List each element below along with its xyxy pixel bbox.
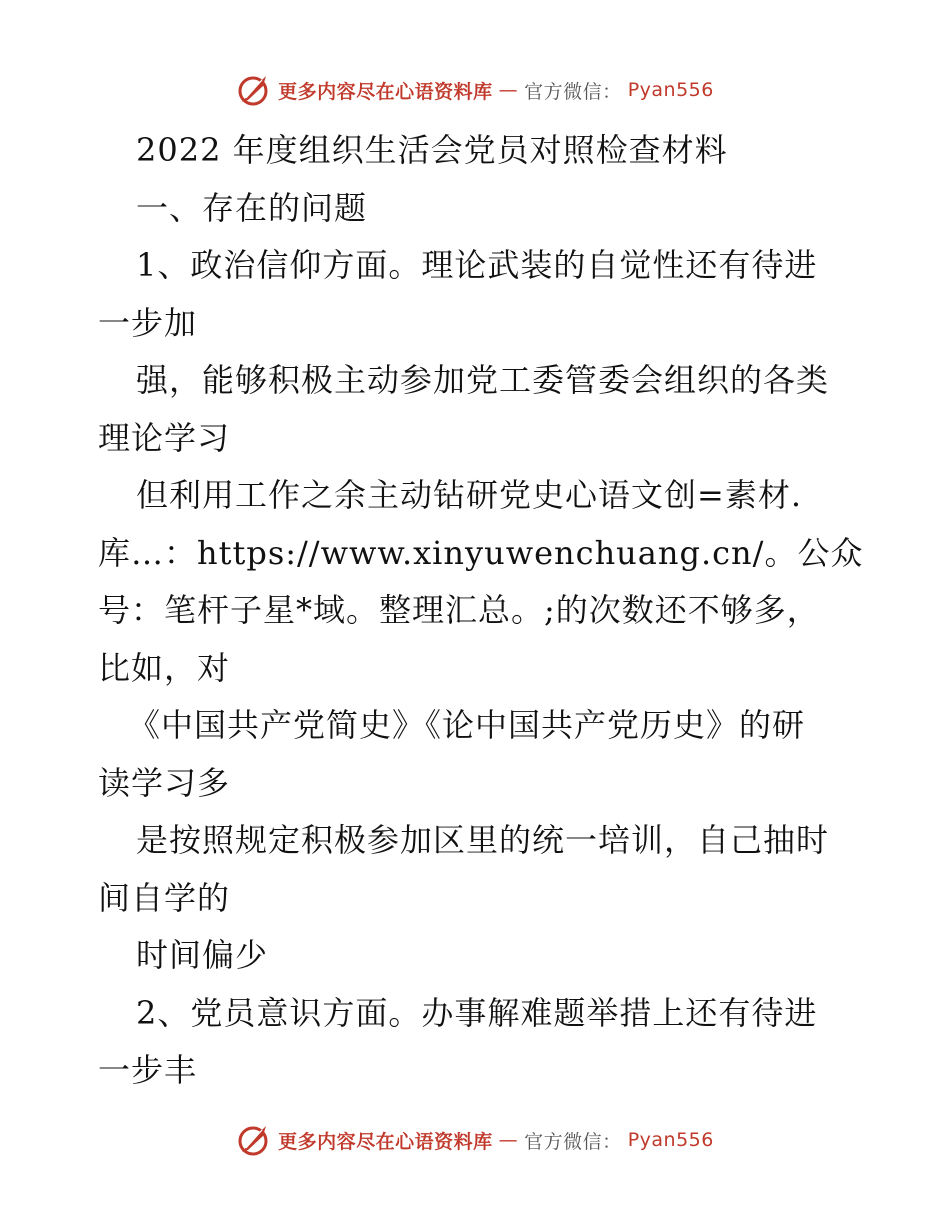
watermark-wechat-label: 官方微信： bbox=[524, 1130, 622, 1153]
document-body bbox=[98, 122, 864, 1100]
paragraph-line: 1、政治信仰方面。理论武装的自觉性还有待进 bbox=[136, 246, 818, 284]
paragraph-line: 一步丰 bbox=[98, 1051, 198, 1089]
document-title: 2022 年度组织生活会党员对照检查材料 bbox=[136, 131, 728, 169]
paragraph-line: 库…：https://www.xinyuwenchuang.cn/。公众 bbox=[98, 533, 864, 572]
watermark-wechat-id: Pyan556 bbox=[627, 79, 714, 101]
paragraph-line: 比如，对 bbox=[98, 648, 231, 687]
paragraph-line: 是按照规定积极参加区里的统一培训，自己抽时 bbox=[136, 821, 830, 859]
watermark-main-text: 更多内容尽在心语资料库 bbox=[278, 1130, 493, 1153]
watermark-main-text: 更多内容尽在心语资料库 bbox=[278, 80, 493, 103]
watermark-wechat-id: Pyan556 bbox=[627, 1129, 714, 1151]
paragraph-line: 《中国共产党简史》《论中国共产党历史》的研 bbox=[128, 706, 806, 744]
paragraph-line: 2、党员意识方面。办事解难题举措上还有待进 bbox=[136, 993, 818, 1032]
watermark-header bbox=[0, 70, 950, 110]
section-heading: 一、存在的问题 bbox=[136, 188, 368, 227]
quill-pen-logo-icon bbox=[236, 72, 272, 108]
paragraph-line: 号：笔杆子星*域。整理汇总。;的次数还不够多， bbox=[98, 591, 820, 629]
watermark-wechat-label: 官方微信： bbox=[524, 80, 622, 103]
paragraph-line: 强，能够积极主动参加党工委管委会组织的各类 bbox=[136, 361, 830, 399]
watermark-footer bbox=[0, 1120, 950, 1160]
paragraph-line: 间自学的 bbox=[98, 878, 231, 917]
watermark-dash: — bbox=[498, 79, 519, 101]
paragraph-line: 但利用工作之余主动钻研党史心语文创=素材. bbox=[136, 476, 802, 514]
paragraph-line: 读学习多 bbox=[98, 763, 231, 802]
paragraph-line: 一步加 bbox=[98, 303, 198, 342]
paragraph-line: 理论学习 bbox=[98, 418, 231, 457]
quill-pen-logo-icon bbox=[236, 1122, 272, 1158]
paragraph-line: 时间偏少 bbox=[136, 936, 269, 974]
watermark-dash: — bbox=[498, 1129, 519, 1151]
